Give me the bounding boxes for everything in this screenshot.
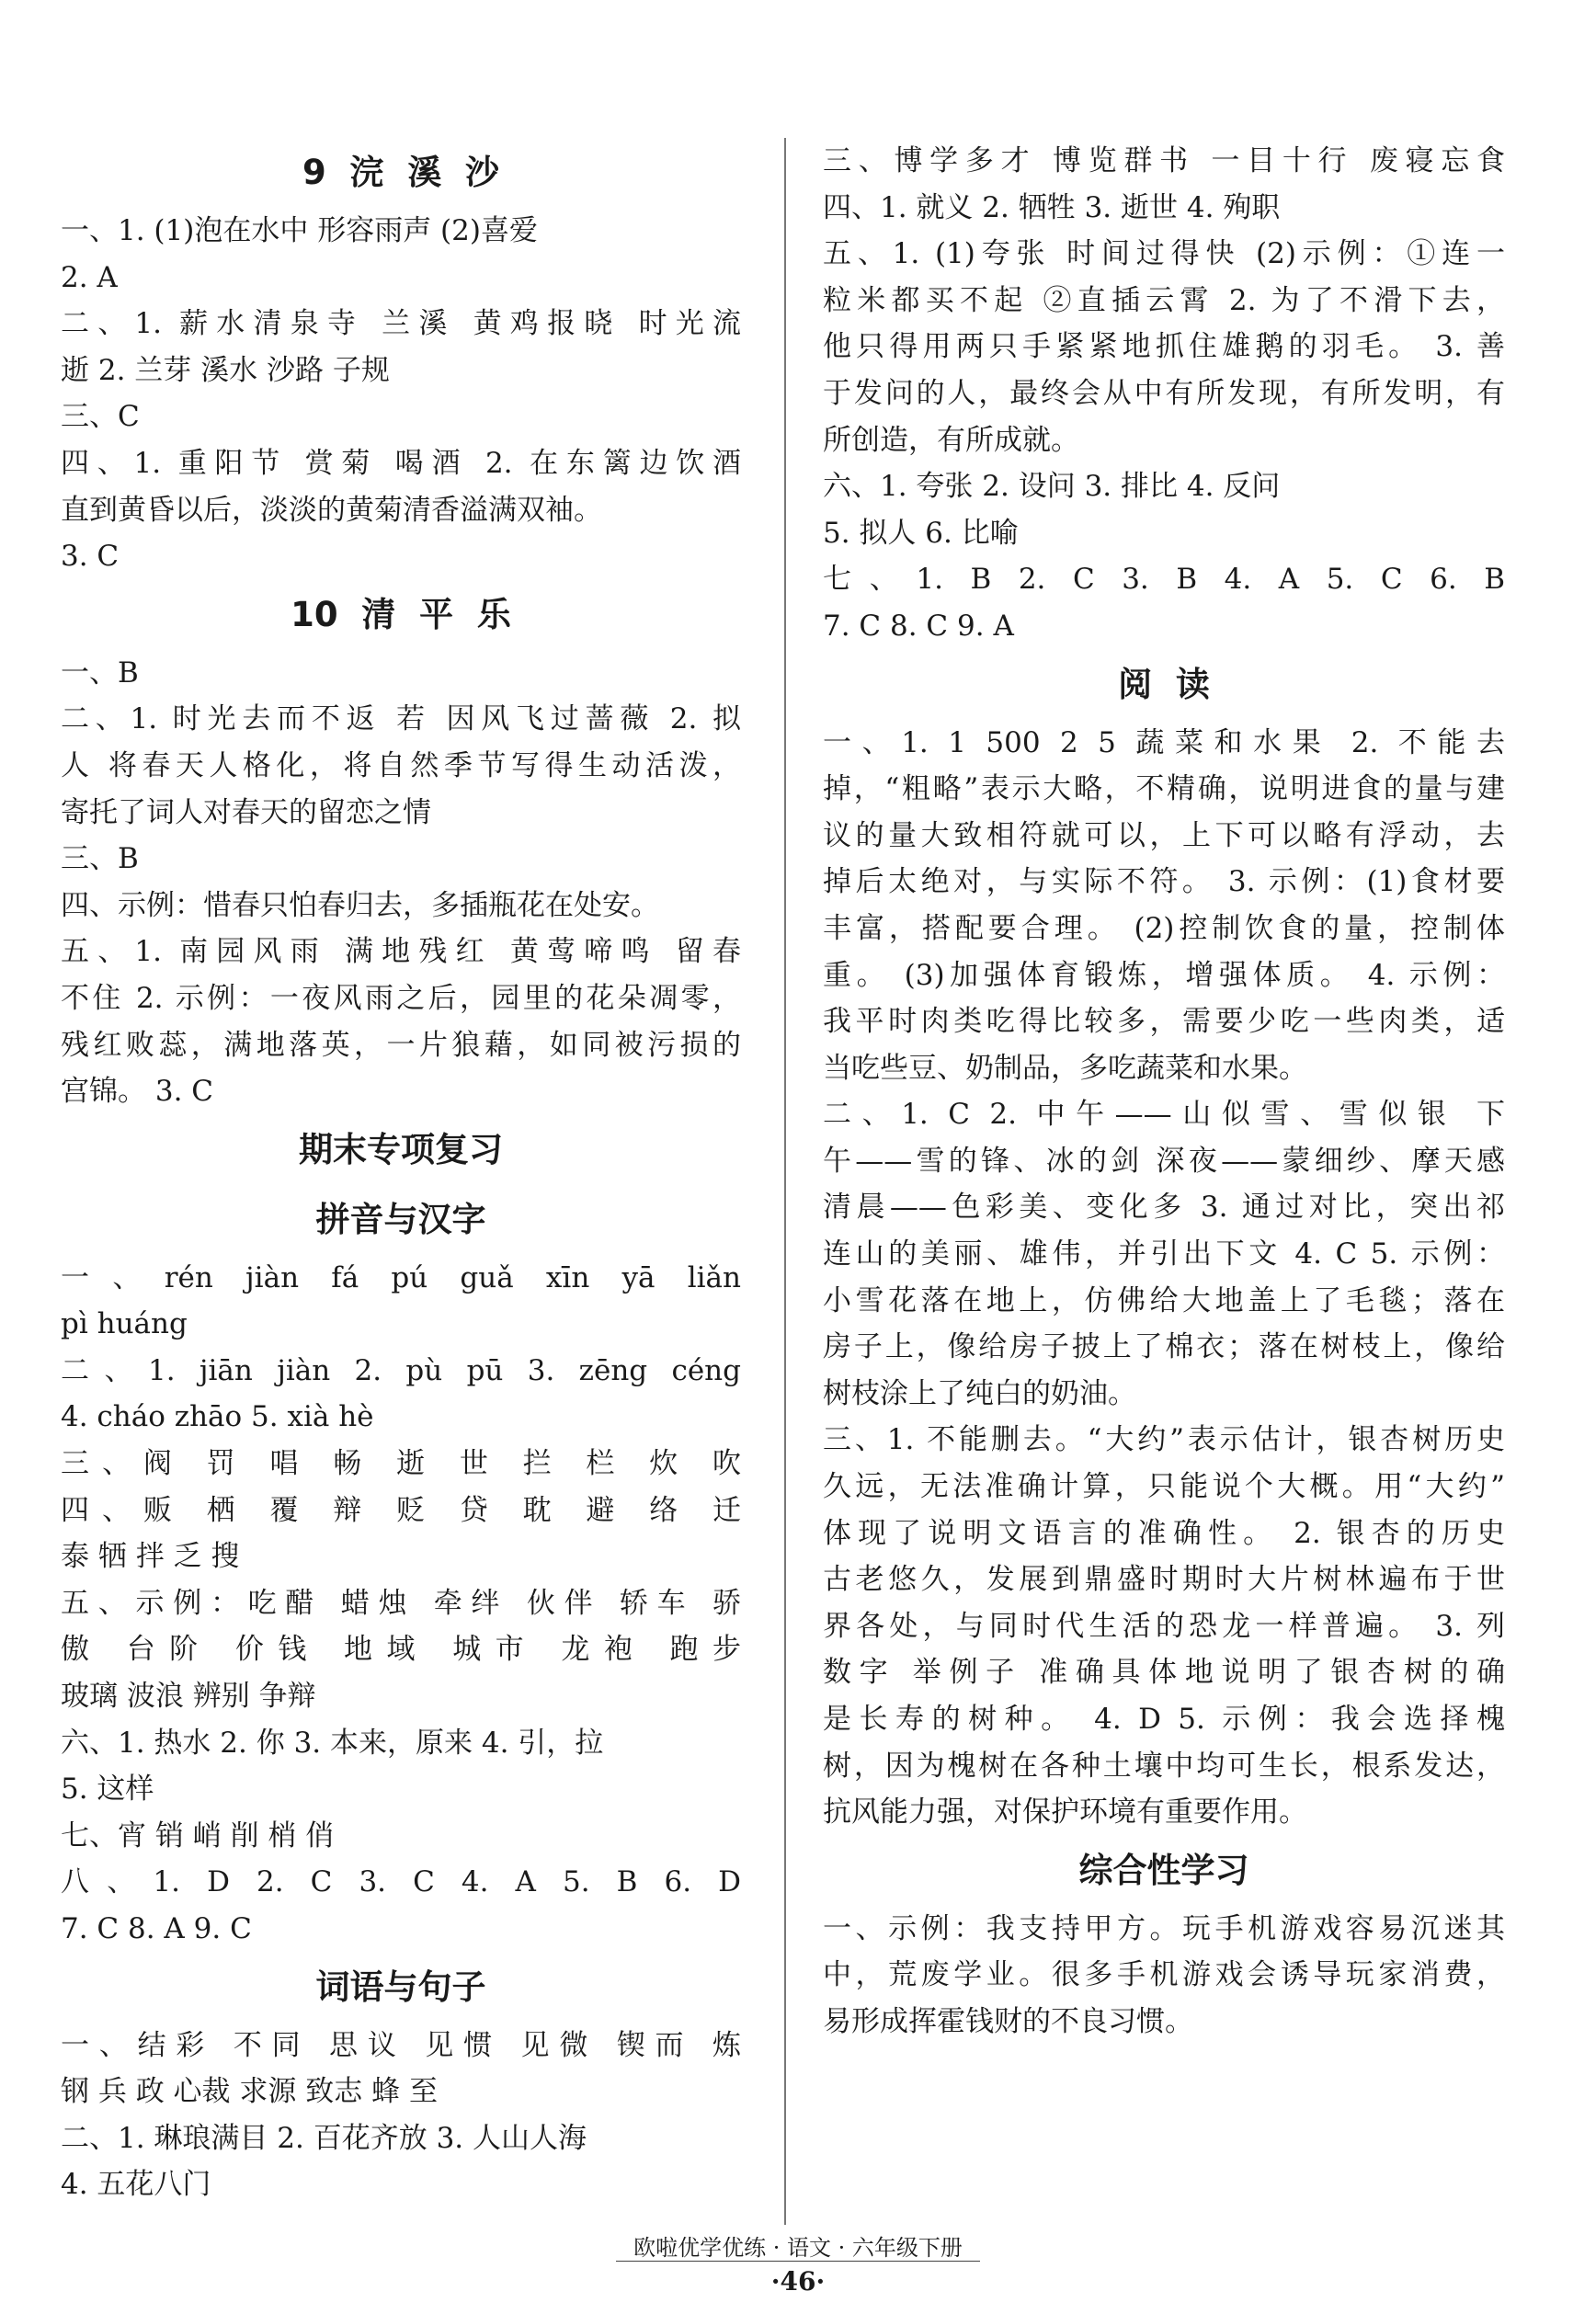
answer-line: 一、结彩 不同 思议 见惯 见微 锲而 炼: [61, 2028, 741, 2062]
answer-line: 树，因为槐树在各种土壤中均可生长，根系发达，: [823, 1749, 1505, 1783]
book-footer: 欧啦优学优练 · 语文 · 六年级下册: [633, 2235, 963, 2261]
answer-line: 八、1. D 2. C 3. C 4. A 5. B 6. D: [61, 1865, 741, 1899]
answer-line: 二、1. 时光去而不返 若 因风飞过蔷薇 2. 拟: [61, 702, 741, 736]
answer-line: 5. 这样: [61, 1773, 154, 1807]
answer-line: 七、宵 销 峭 削 梢 俏: [61, 1818, 335, 1852]
answer-line: 一、1. (1)泡在水中 形容雨声 (2)喜爱: [61, 214, 538, 247]
answer-line: 房子上，像给房子披上了棉衣；落在树枝上，像给: [823, 1330, 1505, 1364]
answer-line: 三、阀 罚 唱 畅 逝 世 拦 栏 炊 吹: [61, 1447, 741, 1481]
answer-line: 重。 (3)加强体育锻炼，增强体质。 4. 示例：: [823, 958, 1505, 992]
answer-line: 议的量大致相符就可以，上下可以略有浮动，去: [823, 818, 1505, 852]
answer-line: 4. cháo zhāo 5. xià hè: [61, 1400, 374, 1434]
answer-line: 五、1. (1)夸张 时间过得快 (2)示例：①连一: [823, 237, 1505, 271]
answer-line: 不住 2. 示例：一夜风雨之后，园里的花朵凋零，: [61, 981, 741, 1015]
answer-line: 树枝涂上了纯白的奶油。: [823, 1376, 1136, 1410]
answer-line: 数字 举例子 准确具体地说明了银杏树的确: [823, 1656, 1505, 1690]
answer-line: 直到黄昏以后，淡淡的黄菊清香溢满双袖。: [61, 493, 602, 527]
section-title: 9 浣 溪 沙: [302, 153, 500, 192]
column-divider: [784, 138, 786, 2225]
right-column: [823, 138, 1505, 2046]
answer-line: 人 将春天人格化，将自然季节写得生动活泼，: [61, 748, 741, 782]
answer-line: 寄托了词人对春天的留恋之情: [61, 795, 431, 829]
answer-line: 小雪花落在地上，仿佛给大地盖上了毛毯；落在: [823, 1283, 1505, 1317]
answer-line: 六、1. 夸张 2. 设问 3. 排比 4. 反问: [823, 470, 1281, 504]
section-title: 10 清 平 乐: [291, 594, 511, 634]
answer-line: 掉，“粗略”表示大略，不精确，说明进食的量与建: [823, 772, 1505, 806]
answer-line: 界各处，与同时代生活的恐龙一样普遍。 3. 列: [823, 1609, 1505, 1643]
answer-line: 三、博学多才 博览群书 一目十行 废寝忘食: [823, 144, 1505, 177]
answer-line: 午——雪的锋、冰的剑 深夜——蒙细纱、摩天感: [823, 1144, 1505, 1178]
answer-line: 掉后太绝对，与实际不符。 3. 示例：(1)食材要: [823, 865, 1505, 899]
answer-line: 粒米都买不起 ②直插云霄 2. 为了不滑下去，: [823, 283, 1505, 317]
answer-line: 一、B: [61, 655, 139, 690]
answer-line: 一、rén jiàn fá pú guǎ xīn yā liǎn: [61, 1260, 741, 1294]
answer-line: 二、1. 薪水清泉寺 兰溪 黄鸡报晓 时光流: [61, 307, 741, 341]
answer-line: 体现了说明文语言的准确性。 2. 银杏的历史: [823, 1516, 1505, 1550]
answer-line: 2. A: [61, 260, 118, 294]
answer-line: 易形成挥霍钱财的不良习惯。: [823, 2004, 1193, 2038]
answer-line: 清晨——色彩美、变化多 3. 通过对比，突出祁: [823, 1191, 1505, 1225]
page-number: ·46·: [770, 2266, 826, 2297]
answer-line: 宫锦。 3. C: [61, 1075, 214, 1109]
answer-line: 三、C: [61, 400, 140, 434]
answer-line: 于发问的人，最终会从中有所发现，有所发明，有: [823, 376, 1505, 410]
answer-line: 三、B: [61, 842, 139, 876]
answer-line: 逝 2. 兰芽 溪水 沙路 子规: [61, 353, 390, 387]
answer-line: 四、1. 重阳节 赏菊 喝酒 2. 在东篱边饮酒: [61, 446, 741, 480]
answer-line: 六、1. 热水 2. 你 3. 本来，原来 4. 引，拉: [61, 1726, 604, 1760]
answer-line: 一、1. 1 500 2 5 蔬菜和水果 2. 不能去: [823, 725, 1505, 759]
answer-line: 7. C 8. A 9. C: [61, 1912, 252, 1945]
answer-line: 残红败蕊，满地落英，一片狼藉，如同被污损的: [61, 1028, 741, 1062]
answer-line: 久远，无法准确计算，只能说个大概。用“大约”: [823, 1470, 1505, 1504]
answer-line: 泰 牺 拌 乏 搜: [61, 1540, 240, 1574]
answer-line: 是长寿的树种。 4. D 5. 示例：我会选择槐: [823, 1703, 1505, 1736]
answer-line: 四、1. 就义 2. 牺牲 3. 逝世 4. 殉职: [823, 190, 1281, 224]
answer-line: 钢 兵 政 心裁 求源 致志 蜂 至: [61, 2075, 438, 2109]
answer-line: 连山的美丽、雄伟，并引出下文 4. C 5. 示例：: [823, 1237, 1505, 1271]
answer-line: 古老悠久，发展到鼎盛时期时大片树林遍布于世: [823, 1563, 1505, 1597]
answer-line: 三、1. 不能删去。“大约”表示估计，银杏树历史: [823, 1423, 1505, 1457]
answer-line: 二、1. C 2. 中午——山似雪、雪似银 下: [823, 1098, 1505, 1132]
answer-line: 3. C: [61, 540, 120, 574]
left-column: [61, 138, 741, 2208]
section-title: 期末专项复习: [299, 1129, 503, 1169]
footer-rule: [616, 2261, 980, 2262]
answer-line: 4. 五花八门: [61, 2168, 211, 2202]
section-title: 综合性学习: [1078, 1850, 1249, 1890]
section-title: 拼音与汉字: [315, 1199, 486, 1239]
answer-line: 抗风能力强，对保护环境有重要作用。: [823, 1795, 1307, 1830]
answer-line: 玻璃 波浪 辨别 争辩: [61, 1680, 316, 1714]
answer-line: 五、示例：吃醋 蜡烛 牵绊 伙伴 轿车 骄: [61, 1586, 741, 1620]
answer-line: 二、1. 琳琅满目 2. 百花齐放 3. 人山人海: [61, 2121, 587, 2155]
answer-line: 四、示例：惜春只怕春归去，多插瓶花在处安。: [61, 888, 659, 922]
answer-line: 四、贩 栖 覆 辩 贬 贷 耽 避 络 迁: [61, 1493, 741, 1527]
answer-line: 5. 拟人 6. 比喻: [823, 516, 1019, 550]
answer-line: 丰富，搭配要合理。 (2)控制饮食的量，控制体: [823, 911, 1505, 945]
answer-line: 中，荒废学业。很多手机游戏会诱导玩家消费，: [823, 1958, 1505, 1992]
answer-line: 当吃些豆、奶制品，多吃蔬菜和水果。: [823, 1051, 1307, 1085]
section-title: 词语与句子: [315, 1966, 486, 2007]
answer-line: 他只得用两只手紧紧地抓住雄鹅的羽毛。 3. 善: [823, 330, 1505, 364]
answer-line: 七、1. B 2. C 3. B 4. A 5. C 6. B: [823, 563, 1505, 597]
answer-line: 傲 台阶 价钱 地域 城市 龙袍 跑步: [61, 1633, 741, 1667]
answer-line: 一、示例：我支持甲方。玩手机游戏容易沉迷其: [823, 1911, 1505, 1945]
answer-line: 我平时肉类吃得比较多，需要少吃一些肉类，适: [823, 1005, 1505, 1039]
answer-line: pì huáng: [61, 1307, 188, 1341]
answer-line: 所创造，有所成就。: [823, 423, 1079, 457]
answer-line: 二、1. jiān jiàn 2. pù pū 3. zēng céng: [61, 1353, 741, 1387]
answer-line: 7. C 8. C 9. A: [823, 609, 1014, 643]
section-title: 阅 读: [1118, 664, 1210, 704]
answer-line: 五、1. 南园风雨 满地残红 黄莺啼鸣 留春: [61, 935, 741, 969]
